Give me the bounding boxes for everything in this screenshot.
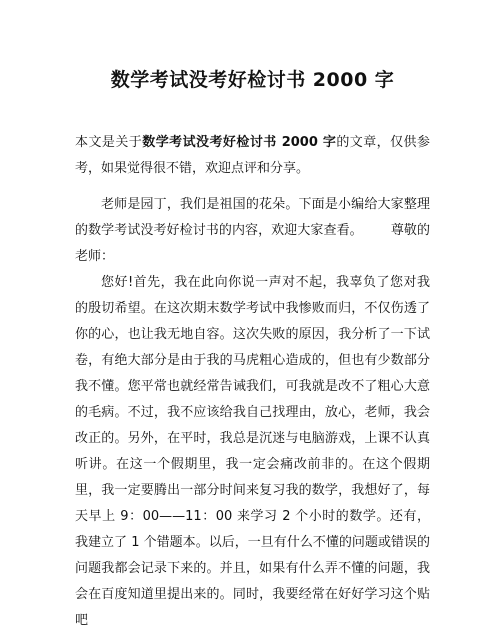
- salutation: 尊敬的老师：: [75, 223, 430, 264]
- intro-suffix: 的文章，仅供参考，如果觉得很不错，欢迎点评和分享。: [75, 135, 430, 176]
- document-title: 数学考试没考好检讨书 2000 字: [110, 69, 395, 91]
- paragraph-1-text: 老师是园丁，我们是祖国的花朵。下面是小编给大家整理的数学考试没考好检讨书的内容，欢迎大家查看。: [75, 197, 430, 238]
- body-paragraph-1: [75, 192, 430, 270]
- intro-paragraph: [75, 130, 430, 182]
- body-paragraph-2: 您好!首先，我在此向你说一声对不起，我辜负了您对我的殷切希望。在这次期末数学考试中我惨败而归，不仅伤透了你的心，也让我无地自容。这次失败的原因，我分析了一下试卷，有绝大部分是由于我的马虎粗心造成的，但也有少数部分我不懂。您平常也就经常告诫我们，可我就是改不了粗心大意的毛病。不过，我不应该给我自己找理由，放心，老师，我会改正的。另外，在平时，我总是沉迷与电脑游戏，上课不认真听讲。在这一个假期里，我一定会痛改前非的。在这个假期里，我一定要腾出一部分时间来复习我的数学，我想好了，每天早上 9：00——11：00 来学习 2 个小时的数学。还有，我建立了 1 个错题本。以后，一旦有什么不懂的问题或错误的问题我都会记录下来的。并且，如果有什么弄不懂的问题，我会在百度知道里提出来的。同时，我要经常在好好学习这个贴吧: [75, 275, 430, 628]
- intro-highlight: 数学考试没考好检讨书 2000 字: [142, 135, 337, 150]
- intro-prefix: 本文是关于: [75, 135, 143, 150]
